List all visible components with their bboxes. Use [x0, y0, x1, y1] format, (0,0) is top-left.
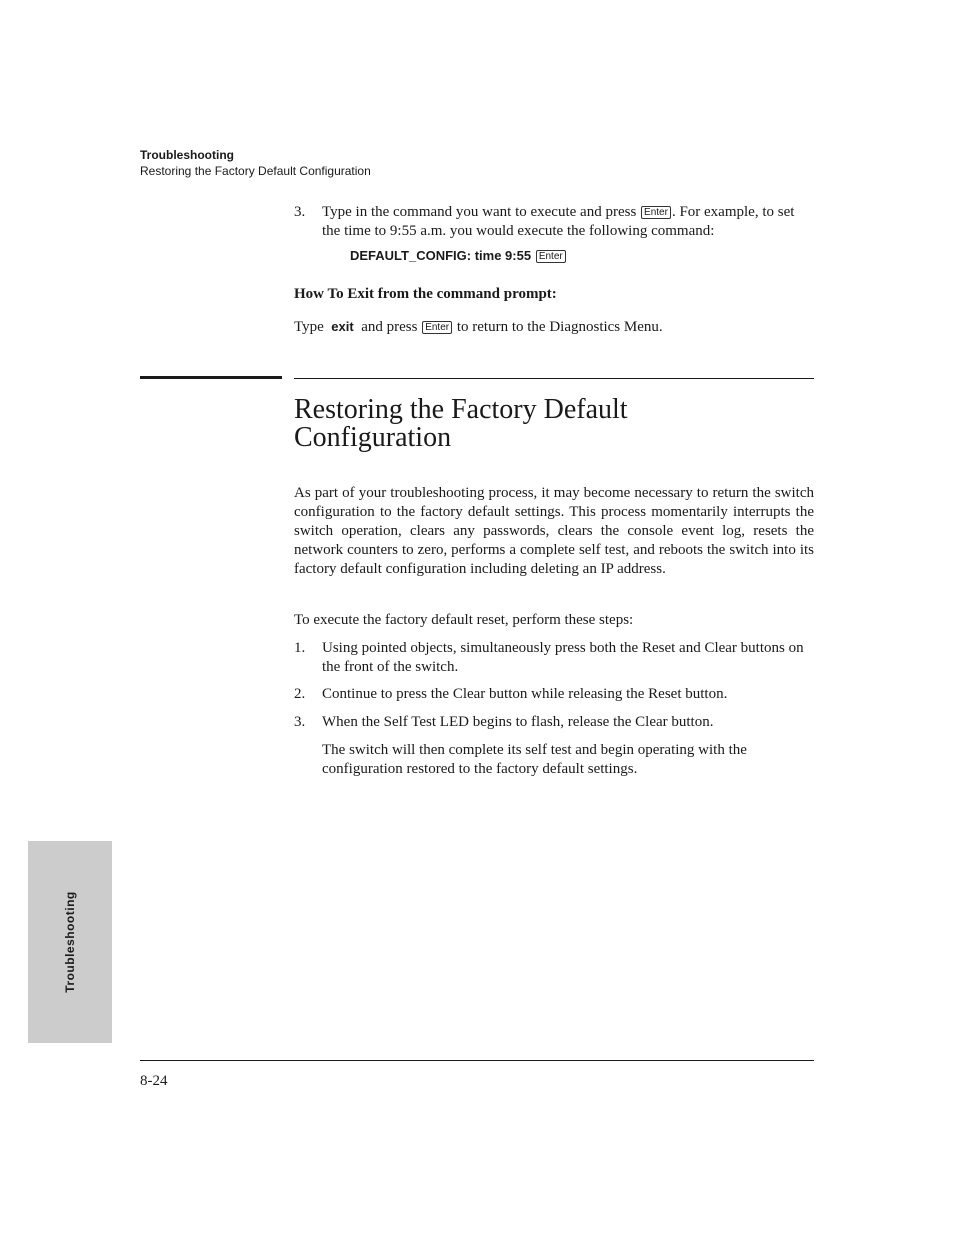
command-example	[350, 246, 810, 266]
exit-text-part: to return to the Diagnostics Menu.	[456, 319, 663, 335]
closing-paragraph: The switch will then complete its self test and begin operating with the configuration restored to the factory default settings.	[322, 742, 747, 777]
step-number: 3.	[294, 714, 306, 730]
enter-key-icon: Enter	[422, 321, 452, 334]
section-title-line: Configuration	[294, 422, 452, 453]
exit-text-part: Type	[294, 319, 324, 335]
header-chapter: Troubleshooting	[140, 148, 234, 162]
step-text: Continue to press the Clear button while releasing the Reset button.	[322, 686, 728, 702]
list-item	[294, 685, 814, 704]
steps-intro: To execute the factory default reset, perform these steps:	[294, 612, 634, 628]
command-text: DEFAULT_CONFIG: time 9:55	[350, 248, 532, 263]
exit-command: exit	[331, 319, 354, 334]
exit-paragraph	[294, 317, 814, 337]
step-number: 3.	[294, 204, 306, 220]
step-text: When the Self Test LED begins to flash, release the Clear button.	[322, 714, 714, 730]
running-header	[140, 147, 371, 179]
step-text-part: Type in the command you want to execute and press	[322, 204, 637, 220]
step-number: 2.	[294, 686, 306, 702]
section-divider-thin	[294, 378, 814, 379]
intro-paragraph: As part of your troubleshooting process, it may become necessary to return the switch configuration to the factory default settings. This process momentarily interrupts the switch operation, clears any passwords, clears the console event log, resets the network counters to zero, performs a complete self test, and reboots the switch into its factory default configuration including deleting an IP address.	[294, 485, 814, 577]
list-item	[294, 639, 814, 677]
section-title	[294, 396, 814, 452]
exit-text-part: and press	[361, 319, 418, 335]
step-text	[322, 203, 814, 241]
chapter-side-tab	[28, 841, 112, 1043]
step-text-part: . For example, to set the time to 9:55 a.m. you would execute the following command:	[322, 204, 795, 239]
step-number: 1.	[294, 640, 306, 656]
exit-heading: How To Exit from the command prompt:	[294, 286, 557, 302]
section-divider-thick	[140, 376, 282, 379]
enter-key-icon: Enter	[641, 206, 671, 219]
step-text: Using pointed objects, simultaneously press both the Reset and Clear buttons on the front of the switch.	[322, 640, 804, 675]
prior-step-3	[294, 203, 814, 241]
section-title-line: Restoring the Factory Default	[294, 394, 628, 425]
footer-rule	[140, 1060, 814, 1061]
list-item	[294, 713, 814, 732]
enter-key-icon: Enter	[536, 250, 566, 263]
page-number: 8-24	[140, 1073, 168, 1089]
side-tab-label: Troubleshooting	[63, 891, 77, 993]
header-section: Restoring the Factory Default Configuration	[140, 164, 371, 178]
